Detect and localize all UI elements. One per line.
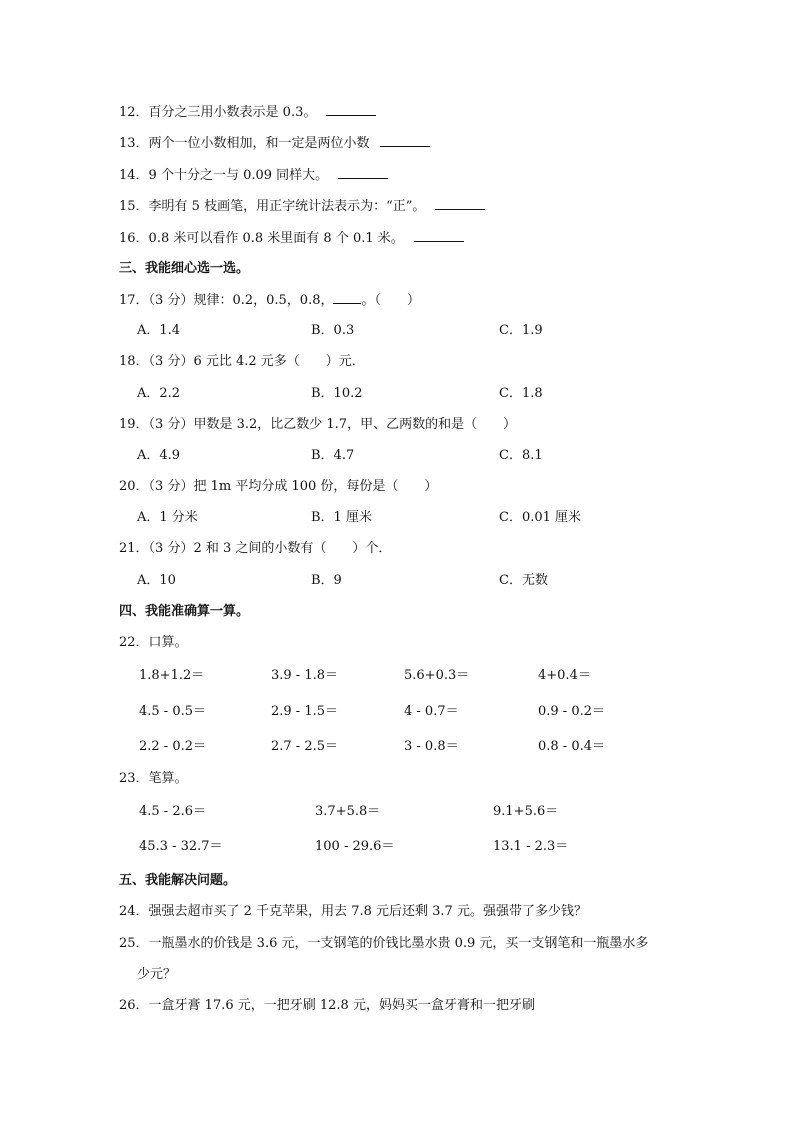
question-text: 0.8 米可以看作 0.8 米里面有 8 个 0.1 米。 — [148, 231, 404, 246]
written-calc-item: 100 - 29.6＝ — [315, 839, 395, 854]
question-text: 6 元比 4.2 元多（ ）元． — [193, 354, 365, 369]
question-text: 李明有 5 枝画笔，用正字统计法表示为：“正”。 — [148, 199, 426, 214]
written-calc-item: 45.3 - 32.7＝ — [139, 839, 223, 854]
option-c[interactable]: C．1.8 — [499, 386, 543, 401]
answer-blank[interactable] — [380, 134, 430, 147]
option-a[interactable]: A．4.9 — [137, 448, 181, 463]
question-number: 21． — [119, 541, 149, 556]
question-score: （3 分） — [148, 293, 194, 308]
question-text: 两个一位小数相加，和一定是两位小数 — [148, 136, 370, 151]
oral-calc-item: 2.7 - 2.5＝ — [271, 739, 339, 754]
oral-calc-item: 4.5 - 0.5＝ — [139, 704, 207, 719]
oral-calc-label: 22．口算。 — [119, 635, 188, 650]
section-title-solve: 五、我能解决问题。 — [119, 873, 237, 888]
oral-calc-item: 4 - 0.7＝ — [404, 704, 459, 719]
question-number: 16． — [119, 231, 149, 246]
answer-blank[interactable] — [333, 291, 361, 304]
written-calc-item: 9.1+5.6＝ — [493, 804, 559, 819]
oral-calc-item: 2.2 - 0.2＝ — [139, 739, 207, 754]
section-title-calculate: 四、我能准确算一算。 — [119, 604, 250, 619]
question-number: 17． — [119, 293, 149, 308]
oral-calc-item: 3.9 - 1.8＝ — [271, 668, 339, 683]
answer-blank[interactable] — [414, 229, 464, 242]
question-score: （3 分） — [148, 479, 194, 494]
question-text: 把 1m 平均分成 100 份，每份是（ ） — [193, 479, 438, 494]
option-c[interactable]: C．1.9 — [499, 323, 543, 338]
question-text: 甲数是 3.2，比乙数少 1.7，甲、乙两数的和是（ ） — [193, 417, 517, 432]
option-c[interactable]: C．8.1 — [499, 448, 543, 463]
answer-blank[interactable] — [326, 103, 376, 116]
written-calc-item: 4.5 - 2.6＝ — [139, 804, 207, 819]
option-b[interactable]: B．1 厘米 — [311, 510, 372, 525]
option-a[interactable]: A．1 分米 — [137, 510, 198, 525]
option-b[interactable]: B．9 — [311, 573, 342, 588]
question-15 — [119, 197, 485, 216]
written-calc-item: 3.7+5.8＝ — [315, 804, 381, 819]
option-c[interactable]: C．0.01 厘米 — [499, 510, 582, 525]
oral-calc-item: 0.9 - 0.2＝ — [538, 704, 606, 719]
question-number: 15． — [119, 199, 149, 214]
question-12 — [119, 103, 376, 122]
written-calc-item: 13.1 - 2.3＝ — [493, 839, 569, 854]
oral-calc-item: 2.9 - 1.5＝ — [271, 704, 339, 719]
question-13 — [119, 134, 430, 153]
question-score: （3 分） — [148, 417, 194, 432]
section-title-choose: 三、我能细心选一选。 — [119, 261, 250, 276]
problem-25-continued: 少元？ — [137, 967, 177, 982]
option-b[interactable]: B．10.2 — [311, 386, 363, 401]
oral-calc-item: 3 - 0.8＝ — [404, 739, 459, 754]
option-a[interactable]: A．2.2 — [137, 386, 181, 401]
answer-blank[interactable] — [435, 197, 485, 210]
question-score: （3 分） — [148, 354, 194, 369]
option-a[interactable]: A．10 — [137, 573, 176, 588]
oral-calc-item: 5.6+0.3＝ — [404, 668, 470, 683]
problem-25: 25．一瓶墨水的价钱是 3.6 元，一支钢笔的价钱比墨水贵 0.9 元，买一支钢笔和一瓶墨水多 — [119, 936, 649, 951]
answer-blank[interactable] — [338, 166, 388, 179]
question-score: （3 分） — [148, 541, 194, 556]
question-19 — [119, 416, 516, 434]
question-text: 2 和 3 之间的小数有（ ）个． — [193, 541, 392, 556]
oral-calc-item: 0.8 - 0.4＝ — [538, 739, 606, 754]
question-text: 9 个十分之一与 0.09 同样大。 — [148, 168, 329, 183]
question-text-tail: 。（ ） — [361, 293, 420, 308]
option-a[interactable]: A．1.4 — [137, 323, 181, 338]
question-number: 20． — [119, 479, 149, 494]
question-20 — [119, 478, 437, 496]
problem-24: 24．强强去超市买了 2 千克苹果，用去 7.8 元后还剩 3.7 元。强强带了多少钱？ — [119, 904, 587, 919]
oral-calc-item: 1.8+1.2＝ — [139, 668, 205, 683]
question-number: 18． — [119, 354, 149, 369]
question-16 — [119, 229, 464, 248]
option-b[interactable]: B．4.7 — [311, 448, 355, 463]
question-18 — [119, 353, 365, 371]
question-number: 14． — [119, 168, 149, 183]
question-text: 百分之三用小数表示是 0.3。 — [148, 105, 317, 120]
question-21 — [119, 540, 391, 558]
problem-26: 26．一盒牙膏 17.6 元，一把牙刷 12.8 元，妈妈买一盒牙膏和一把牙刷 — [119, 998, 535, 1013]
question-text: 规律：0.2，0.5，0.8， — [193, 293, 334, 308]
question-14 — [119, 166, 388, 185]
question-17 — [119, 291, 420, 310]
question-number: 19． — [119, 417, 149, 432]
question-number: 12． — [119, 105, 149, 120]
oral-calc-item: 4+0.4＝ — [538, 668, 591, 683]
question-number: 13． — [119, 136, 149, 151]
option-c[interactable]: C．无数 — [499, 573, 548, 588]
option-b[interactable]: B．0.3 — [311, 323, 355, 338]
written-calc-label: 23．笔算。 — [119, 771, 188, 786]
